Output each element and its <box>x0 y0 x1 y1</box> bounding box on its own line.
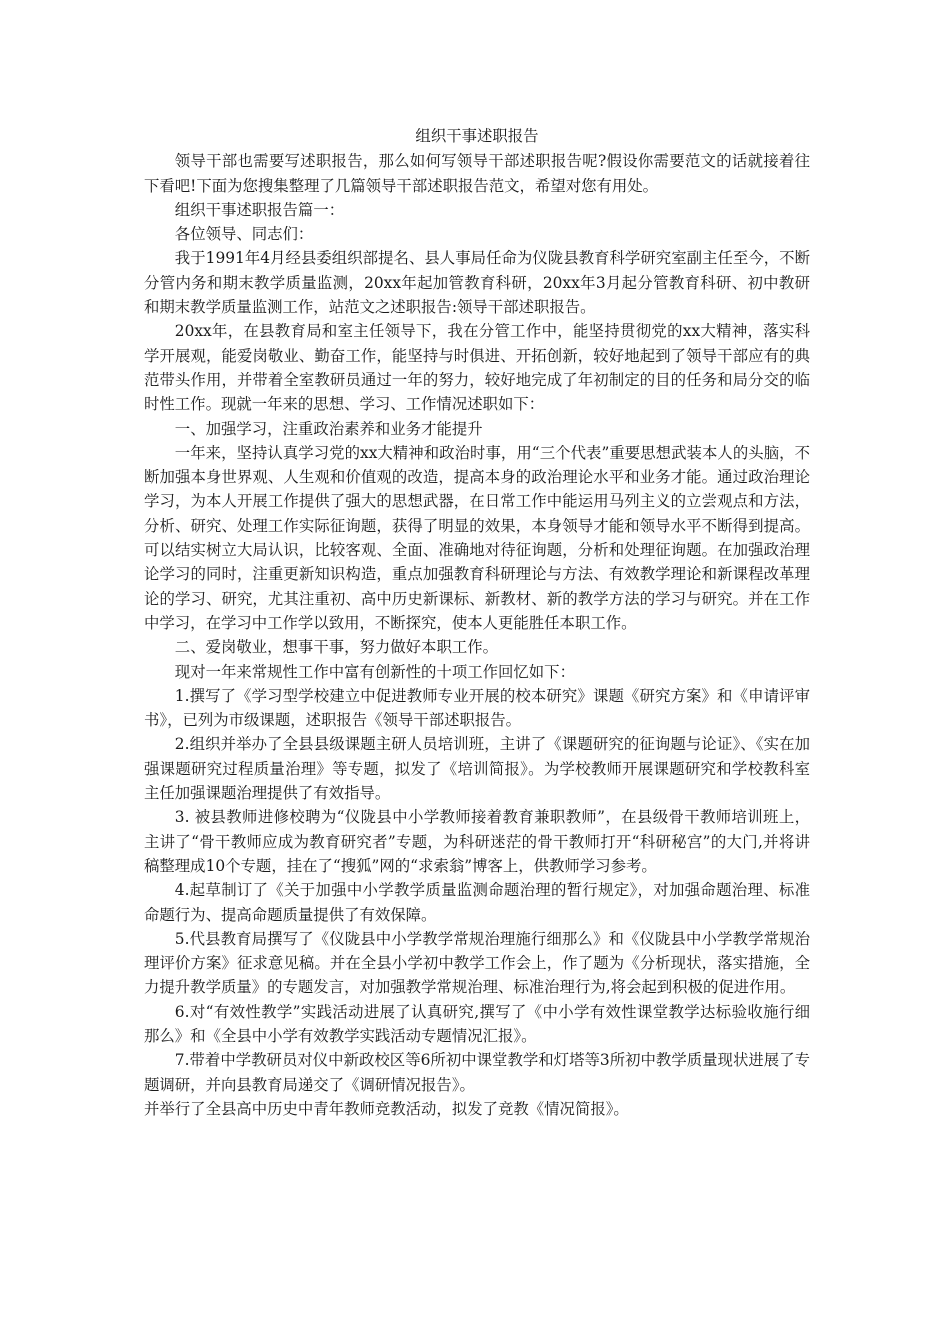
list-item: 5.代县教育局撰写了《仪陇县中小学教学常规治理施行细那么》和《仪陇县中小学教学常规治理评价方案》征求意见稿。并在全县小学初中教学工作会上，作了题为《分析现状，落实措施，全力提升教学质量》的专题发言，对加强教学常规治理、标准治理行为,将会起到积极的促进作用。 <box>144 929 810 997</box>
section-heading: 二、爱岗敬业，想事干事，努力做好本职工作。 <box>174 638 499 657</box>
section-heading: 一、加强学习，注重政治素养和业务才能提升 <box>174 419 483 438</box>
section-heading-part-one: 组织干事述职报告篇一： <box>174 200 345 219</box>
intro-paragraph: 领导干部也需要写述职报告，那么如何写领导干部述职报告呢?假设你需要范文的话就接着往下看吧!下面为您搜集整理了几篇领导干部述职报告范文，希望对您有用处。 <box>144 152 810 195</box>
list-item: 2.组织并举办了全县县级课题主研人员培训班，主讲了《课题研究的征询题与论证》、《实在加强课题研究过程质量治理》等专题，拟发了《培训简报》。为学校教师开展课题研究和学校教科室主任加强课题治理提供了有效指导。 <box>144 735 810 803</box>
list-item: 4.起草制订了《关于加强中小学教学质量监测命题治理的暂行规定》，对加强命题治理、标准命题行为、提高命题质量提供了有效保障。 <box>144 881 810 924</box>
body-paragraph: 一年来，坚持认真学习党的xx大精神和政治时事，用“三个代表”重要思想武装本人的头脑，不断加强本身世界观、人生观和价值观的改造，提高本身的政治理论水平和业务才能。通过政治理论学习，为本人开展工作提供了强大的思想武器，在日常工作中能运用马列主义的立尝观点和方法，分析、研究、处理工作实际征询题，获得了明显的效果，本身领导才能和领导水平不断得到提高。可以结实树立大局认识，比较客观、全面、准确地对待征询题，分析和处理征询题。在加强政治理论学习的同时，注重更新知识构造，重点加强教育科研理论与方法、有效教学理论和新课程改革理论的学习、研究，尤其注重初、高中历史新课标、新教材、新的教学方法的学习与研究。并在工作中学习，在学习中工作学以致用，不断探究，使本人更能胜任本职工作。 <box>144 443 810 632</box>
list-item: 7.带着中学教研员对仪中新政校区等6所初中课堂教学和灯塔等3所初中教学质量现状进展了专题调研，并向县教育局递交了《调研情况报告》。 <box>144 1051 810 1094</box>
salutation: 各位领导、同志们： <box>174 225 314 244</box>
document-body <box>144 124 810 1121</box>
list-item: 6.对“有效性教学”实践活动进展了认真研究,撰写了《中小学有效性课堂教学达标验收施行细那么》和《全县中小学有效教学实践活动专题情况汇报》。 <box>144 1002 810 1045</box>
body-paragraph: 20xx年，在县教育局和室主任领导下，我在分管工作中，能坚持贯彻党的xx大精神，落实科学开展观，能爱岗敬业、勤奋工作，能坚持与时俱进、开拓创新，较好地起到了领导干部应有的典范带头作用，并带着全室教研员通过一年的努力，较好地完成了年初制定的目的任务和局分交的临时性工作。现就一年来的思想、学习、工作情况述职如下： <box>144 322 810 414</box>
body-paragraph-continuation: 并举行了全县高中历史中青年教师竞教活动，拟发了竞教《情况简报》。 <box>144 1099 629 1118</box>
document-title: 组织干事述职报告 <box>415 127 539 145</box>
list-item: 1.撰写了《学习型学校建立中促进教师专业开展的校本研究》课题《研究方案》和《申请评审书》，已列为市级课题，述职报告《领导干部述职报告。 <box>144 686 810 730</box>
body-paragraph: 现对一年来常规性工作中富有创新性的十项工作回忆如下： <box>174 662 575 681</box>
body-paragraph: 我于1991年4月经县委组织部提名、县人事局任命为仪陇县教育科学研究室副主任至今，不断分管内务和期末教学质量监测，20xx年起加管教育科研，20xx年3月起分管教育科研、初中教研和期末教学质量监测工作，站范文之述职报告:领导干部述职报告。 <box>144 249 810 317</box>
list-item: 3. 被县教师进修校聘为“仪陇县中小学教师接着教育兼职教师”，在县级骨干教师培训班上，主讲了“骨干教师应成为教育研究者”专题，为科研迷茫的骨干教师打开“科研秘宫”的大门,并将讲稿整理成10个专题，挂在了“搜狐”网的“求索翁”博客上，供教师学习参考。 <box>144 808 810 875</box>
